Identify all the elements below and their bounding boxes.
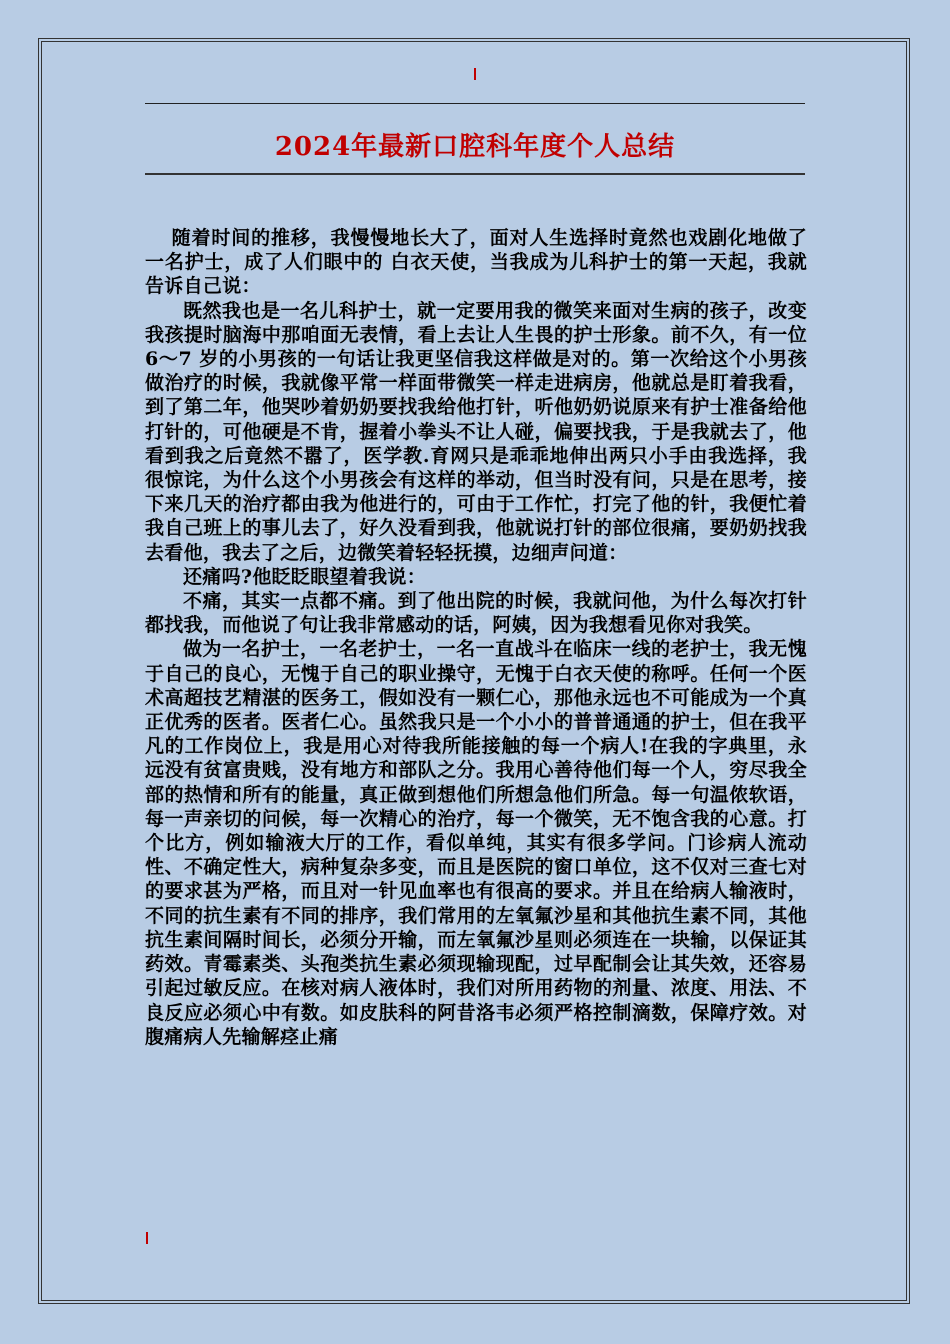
paragraph-3: 还痛吗?他眨眨眼望着我说： <box>183 565 427 588</box>
text-cursor-marker-bottom <box>146 1232 148 1244</box>
paragraph-5: 做为一名护士，一名老护士，一名一直战斗在临床一线的老护士，我无愧于自己的良心，无愧于自己的职业操守，无愧于白衣天使的称呼。任何一个医术高超技艺精湛的医务工，假如没有一颗仁心，那他永远也不可能成为一个真正优秀的医者。医者仁心。虽然我只是一个小小的普普通通的护士，但在我平凡的工作岗位上，我是用心对待我所能接触的每一个病人!在我的字典里，永远没有贫富贵贱，没有地方和部队之分。我用心善待他们每一个人，穷尽我全部的热情和所有的能量，真正做到想他们所想急他们所急。每一句温侬软语，每一声亲切的问候，每一次精心的治疗，每一个微笑，无不饱含我的心意。打个比方，例如输液大厅的工作，看似单纯，其实有很多学问。门诊病人流动性、不确定性大，病种复杂多变，而且是医院的窗口单位，这不仅对三查七对的要求甚为严格，而且对一针见血率也有很高的要求。并且在给病人输液时，不同的抗生素有不同的排序，我们常用的左氧氟沙星和其他抗生素不同，其他抗生素间隔时间长，必须分开输，而左氧氟沙星则必须连在一块输，以保证其药效。青霉素类、头孢类抗生素必须现输现配，过早配制会让其失效，还容易引起过敏反应。在核对病人液体时，我们对所用药物的剂量、浓度、用法、不良反应必须心中有数。如皮肤科的阿昔洛韦必须严格控制滴数，保障疗效。对腹痛病人先输解痉止痛 <box>145 638 807 1048</box>
paragraph-4: 不痛，其实一点都不痛。到了他出院的时候，我就问他，为什么每次打针都找我，而他说了句让我非常感动的话，阿姨，因为我想看见你对我笑。 <box>145 590 807 637</box>
paragraph-1: 随着时间的推移，我慢慢地长大了，面对人生选择时竟然也戏剧化地做了一名护士，成了人们眼中的 白衣天使，当我成为儿科护士的第一天起，我就告诉自己说： <box>145 227 807 298</box>
document-title: 2024年最新口腔科年度个人总结 <box>274 132 676 162</box>
text-cursor-marker-top <box>474 68 476 80</box>
title-underline-rule <box>145 173 805 175</box>
paragraph-2: 既然我也是一名儿科护士，就一定要用我的微笑来面对生病的孩子，改变我孩提时脑海中那咱面无表情，看上去让人生畏的护士形象。前不久，有一位 6～7 岁的小男孩的一句话让我更坚信我这样做是对的。第一次给这个小男孩做治疗的时候，我就像平常一样面带微笑一样走进病房，他就总是盯着我看，到了第二年，他哭吵着奶奶要找我给他打针，听他奶奶说原来有护士准备给他打针的，可他硬是不肯，握着小拳头不让人碰，偏要找我，于是我就去了，他看到我之后竟然不嚣了，医学教.育网只是乖乖地伸出两只小手由我选择，我很惊诧，为什么这个小男孩会有这样的举动，但当时没有问，只是在思考，接下来几天的治疗都由我为他进行的，可由于工作忙，打完了他的针，我便忙着我自己班上的事儿去了，好久没看到我，他就说打针的部位很痛，要奶奶找我去看他，我去了之后，边微笑着轻轻抚摸，边细声问道： <box>145 299 807 564</box>
header-rule <box>145 103 805 104</box>
document-body <box>145 226 807 1049</box>
